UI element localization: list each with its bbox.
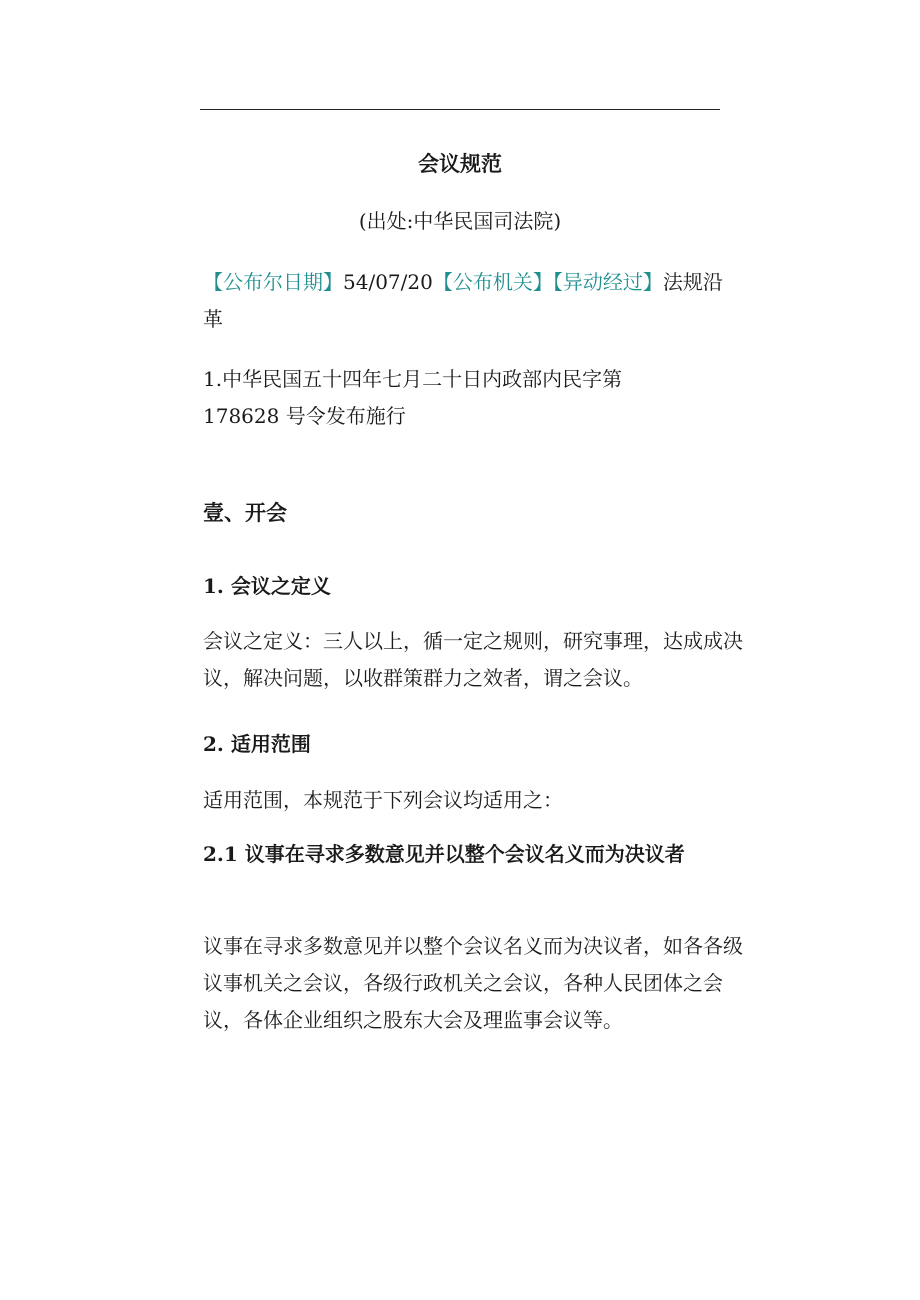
item-2-1-body: 议事在寻求多数意见并以整个会议名义而为决议者，如各各级议事机关之会议，各级行政机关之会议，各种人民团体之会议，各体企业组织之股东大会及理监事会议等。 [203,934,743,1032]
meta-tail: 法规沿革 [203,270,723,331]
document-source: (出处:中华民国司法院) [358,209,562,233]
revision-line-1: 1.中华民国五十四年七月二十日内政部内民字第 [203,367,623,391]
document-title: 会议规范 [418,151,502,176]
item-2-1-heading: 2.1 议事在寻求多数意见并以整个会议名义而为决议者 [203,842,685,866]
section-heading: 壹、开会 [203,500,287,525]
revision-note [203,361,673,435]
item-2-heading: 2. 适用范围 [203,732,311,756]
revision-line-2: 178628 号令发布施行 [203,404,406,428]
label-publish-org: 【公布机关】 [432,270,553,294]
item-2-body: 适用范围，本规范于下列会议均适用之： [203,788,563,812]
label-publish-date: 【公布尔日期】 [203,270,343,294]
item-1-heading: 1. 会议之定义 [203,574,331,598]
item-1-body: 会议之定义：三人以上，循一定之规则，研究事理，达成成决议，解决问题，以收群策群力之效者，谓之会议。 [203,629,743,690]
publish-date: 54/07/20 [343,270,433,294]
publication-meta [203,264,723,338]
top-rule [200,109,720,110]
label-change-history: 【异动经过】 [552,270,663,294]
